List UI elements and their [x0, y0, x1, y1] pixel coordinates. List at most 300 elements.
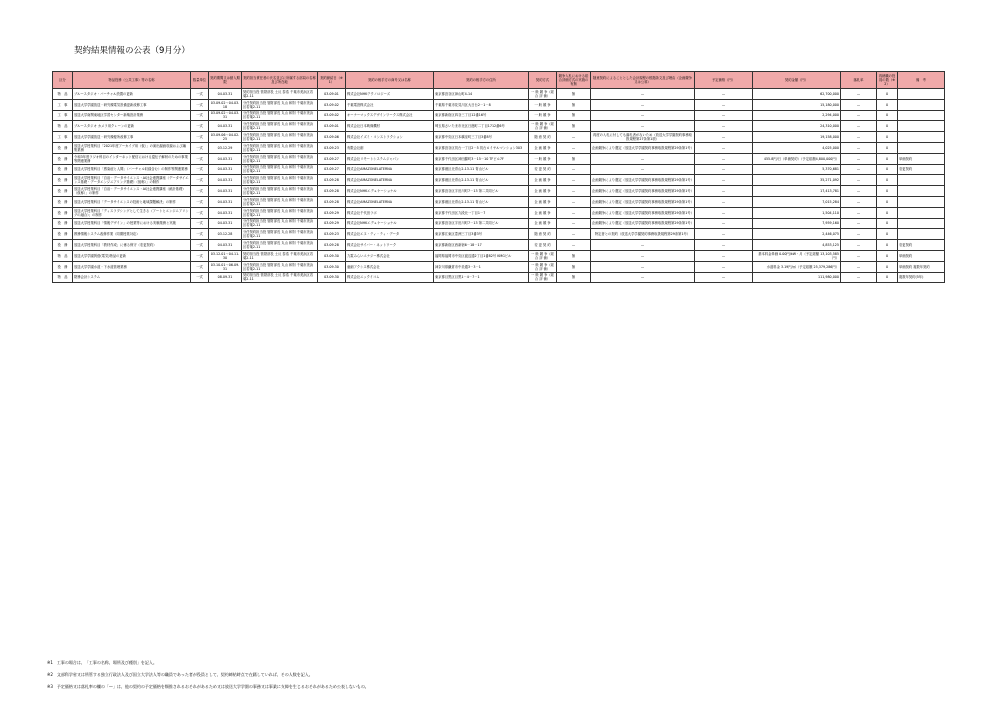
table-cell: 一式: [191, 240, 209, 251]
table-cell: 03.10.01～06.09.31: [209, 261, 242, 272]
table-row: [53, 132, 945, 143]
table-cell: 03.09.28: [318, 240, 346, 251]
table-cell: 一 般 競 争: [529, 99, 557, 110]
table-cell: —: [841, 175, 877, 186]
table-cell: 2,294,000: [753, 110, 841, 121]
table-cell: 役 務: [53, 196, 73, 207]
table-cell: 単価契約: [898, 250, 945, 261]
table-cell: 分任契約担当役 管財部長 丸山 和則 千葉市美浜区若葉2-11: [242, 99, 318, 110]
table-cell: 2,446,075: [753, 229, 841, 240]
table-cell: 企画競争により選定（放送大学学園契約事務取扱規程第29条第1号）: [591, 218, 695, 229]
table-cell: 一式: [191, 272, 209, 283]
table-cell: 無: [557, 89, 591, 100]
table-cell: 7,015,284: [753, 196, 841, 207]
table-cell: 0: [877, 132, 898, 143]
table-cell: [898, 110, 945, 121]
table-cell: 東京都中央区日本橋室町三丁目3番8号: [434, 132, 529, 143]
column-header: 契約の相手方の商号又は名称: [346, 72, 434, 89]
table-cell: 03.09.02: [318, 110, 346, 121]
table-cell: 03.09.06～04.02.25: [209, 132, 242, 143]
table-cell: 一 般 競 争（総 合 評 価）: [529, 261, 557, 272]
table-cell: 0: [877, 272, 898, 283]
table-cell: 5,370,681: [753, 164, 841, 175]
column-header: 契約担当責任者の氏名並びに所属する部局の名称及び所在地: [242, 72, 318, 89]
table-cell: 04.03.31: [209, 240, 242, 251]
table-cell: 株式会社イズミ・コンストラクション: [346, 132, 434, 143]
table-cell: —: [841, 196, 877, 207]
table-cell: 随 意 契 約: [529, 132, 557, 143]
table-cell: 役 務: [53, 218, 73, 229]
table-cell: 千葉県千葉市花見川区大日台2－1－8: [434, 99, 529, 110]
table-row: [53, 250, 945, 261]
table-cell: 分任契約担当役 管財部長 丸山 和則 千葉市美浜区若葉2-11: [242, 207, 318, 218]
table-cell: —: [695, 121, 753, 132]
table-cell: 放送大学学園水道・下水道管理業務: [73, 261, 191, 272]
table-cell: 一式: [191, 121, 209, 132]
table-cell: 111,980,000: [753, 272, 841, 283]
table-cell: 分任契約担当役 管財部長 丸山 和則 千葉市美浜区若葉2-11: [242, 175, 318, 186]
table-cell: 03.09.27: [318, 164, 346, 175]
column-header: 契約金額（円）: [753, 72, 841, 89]
column-header: 契約の相手方の住所: [434, 72, 529, 89]
table-row: [53, 272, 945, 283]
column-header: 随意契約によることとした会計規程の根拠条文及び理由（企画競争又は公募）: [591, 72, 695, 89]
table-cell: 一式: [191, 89, 209, 100]
table-cell: 無: [557, 272, 591, 283]
table-cell: —: [841, 153, 877, 164]
table-cell: 企画競争により選定（放送大学学園契約事務取扱規程第29条第1号）: [591, 207, 695, 218]
table-cell: —: [591, 164, 695, 175]
table-cell: 0: [877, 110, 898, 121]
table-cell: 株式会社AMAZONELATERNA: [346, 164, 434, 175]
table-cell: 分任契約担当役 管財部長 丸山 和則 千葉市美浜区若葉2-11: [242, 218, 318, 229]
table-cell: 0: [877, 218, 898, 229]
table-cell: 一式: [191, 164, 209, 175]
column-header: 契約期間又は納入期限: [209, 72, 242, 89]
table-cell: —: [591, 110, 695, 121]
footnotes: [47, 657, 369, 693]
table-cell: 物 品: [53, 89, 73, 100]
table-cell: 0: [877, 240, 898, 251]
table-cell: 変更契約: [898, 240, 945, 251]
table-cell: 一式: [191, 142, 209, 153]
table-cell: 企画競争により選定（放送大学学園契約事務取扱規程第29条第1号）: [591, 196, 695, 207]
table-cell: [898, 196, 945, 207]
table-cell: —: [557, 218, 591, 229]
table-cell: 企画競争により選定（放送大学学園契約事務取扱規程第29条第1号）: [591, 142, 695, 153]
table-cell: —: [591, 250, 695, 261]
table-cell: 無: [557, 250, 591, 261]
table-cell: 企 画 競 争: [529, 207, 557, 218]
table-cell: 03.09.23: [318, 229, 346, 240]
table-cell: —: [695, 175, 753, 186]
table-cell: [898, 218, 945, 229]
table-cell: 一式: [191, 175, 209, 186]
table-cell: —: [695, 196, 753, 207]
table-cell: 0: [877, 99, 898, 110]
table-cell: 役 務: [53, 229, 73, 240]
table-body: [53, 89, 945, 283]
table-cell: 神奈川県鎌倉市中央通3－3－1: [434, 261, 529, 272]
table-cell: 08.09.31: [209, 272, 242, 283]
table-cell: 03.09.30: [318, 272, 346, 283]
table-cell: 東京都渋谷区宇田川町7－13 第二共同ビル: [434, 218, 529, 229]
table-cell: 役 務: [53, 175, 73, 186]
table-cell: 一式: [191, 218, 209, 229]
table-cell: —: [695, 250, 753, 261]
table-cell: —: [841, 121, 877, 132]
table-cell: 放送大学授業科目「感染症と人間」（バーチャル収録含む）の制作等関連業務: [73, 164, 191, 175]
table-cell: 04.03.31: [209, 207, 242, 218]
table-cell: 03.09.29: [318, 207, 346, 218]
table-cell: 放送大学授業科目「2021年度アーカイブ用（仮）」の演出録画収録および編集業務: [73, 142, 191, 153]
table-cell: 一式: [191, 207, 209, 218]
table-cell: 24,310,000: [753, 121, 841, 132]
table-cell: 一式: [191, 132, 209, 143]
table-cell: —: [591, 240, 695, 251]
table-cell: —: [591, 99, 695, 110]
table-cell: —: [695, 142, 753, 153]
table-row: [53, 89, 945, 100]
table-cell: 一 般 競 争: [529, 110, 557, 121]
table-cell: 東京都江東区豊洲三丁目3番3号: [434, 229, 529, 240]
table-cell: 03.09.02～04.03.31: [209, 110, 242, 121]
table-cell: 物 品: [53, 272, 73, 283]
table-row: [53, 153, 945, 164]
table-cell: 随 意 契 約: [529, 229, 557, 240]
table-cell: 株式会社サイバー・ネットワーク: [346, 240, 434, 251]
table-cell: —: [841, 272, 877, 283]
table-cell: —: [557, 142, 591, 153]
table-row: [53, 229, 945, 240]
table-cell: 企 画 競 争: [529, 218, 557, 229]
table-cell: 一式: [191, 229, 209, 240]
table-cell: 03.09.02: [318, 99, 346, 110]
table-cell: —: [557, 207, 591, 218]
table-cell: 東京都新宿区四谷三丁目12番16号: [434, 110, 529, 121]
table-cell: 東京都新宿区西新宿6－18－17: [434, 240, 529, 251]
table-cell: —: [695, 110, 753, 121]
table-cell: 物 品: [53, 250, 73, 261]
table-cell: 放送大学授業科目「ディスラプシングとして生きる（アートとエンジニアリングの融合）」の制作: [74, 208, 189, 217]
table-cell: —: [841, 99, 877, 110]
table-row: [53, 121, 945, 132]
table-cell: 株式会社AMAZONELATERNA: [346, 196, 434, 207]
table-cell: —: [841, 250, 877, 261]
table-cell: 放送大学授業科目「自治・データサイエンス・AI社会連携講座（データサイエンス基礎・データエンジニアリング基礎）（仮称）」の制作: [74, 176, 189, 185]
table-cell: —: [591, 121, 695, 132]
table-cell: 0: [877, 142, 898, 153]
table-cell: 分任契約担当役 管財部長 丸山 和則 千葉市美浜区若葉2-11: [242, 196, 318, 207]
table-cell: 工 事: [53, 110, 73, 121]
table-cell: 企画競争により選定（放送大学学園契約事務取扱規程第29条第1号）: [591, 175, 695, 186]
table-cell: —: [557, 175, 591, 186]
table-cell: —: [695, 229, 753, 240]
table-cell: —: [841, 164, 877, 175]
table-cell: 無: [557, 153, 591, 164]
table-cell: —: [841, 89, 877, 100]
table-cell: 企 画 競 争: [529, 175, 557, 186]
table-cell: 一 般 競 争（総 合 評 価）: [529, 250, 557, 261]
table-cell: 04.03.31: [209, 121, 242, 132]
table-cell: 役 務: [53, 240, 73, 251]
table-cell: 令和3年度ラジオ科目のインターネット配信における遺伝子解析のための事業等関連業務: [73, 153, 191, 164]
table-row: [53, 99, 945, 110]
table-cell: 放送大学授業科目「情報デザイン」の授業等における実験業務と実施: [73, 218, 191, 229]
table-cell: 03.09.28: [318, 175, 346, 186]
table-cell: 一式: [191, 99, 209, 110]
table-cell: 0: [877, 164, 898, 175]
table-cell: 役 務: [53, 186, 73, 197]
table-cell: 一式: [191, 186, 209, 197]
table-cell: 03.09.29: [318, 218, 346, 229]
table-cell: 分任契約担当役 管財部長 丸山 和則 千葉市美浜区若葉2-11: [242, 153, 318, 164]
table-cell: 放送大学授業科目「教材作成」に係る保守（変更契約）: [73, 240, 191, 251]
table-cell: 分任契約担当役 管財部長 丸山 和則 千葉市美浜区若葉2-11: [242, 229, 318, 240]
table-cell: —: [695, 99, 753, 110]
table-cell: —: [841, 240, 877, 251]
table-row: [53, 261, 945, 272]
table-cell: 無: [557, 110, 591, 121]
page-title: 契約結果情報の公表（9月分）: [74, 46, 190, 56]
table-cell: [898, 207, 945, 218]
table-cell: —: [841, 186, 877, 197]
table-cell: 1,504,110: [753, 207, 841, 218]
table-cell: 契約担当役 管財部長 土反 泰浩 千葉市美浜区若葉2-11: [242, 89, 318, 100]
column-header: 物品役務（公共工事）等の名称: [73, 72, 191, 89]
table-row: [53, 142, 945, 153]
table-cell: 分任契約担当役 管財部長 丸山 和則 千葉市美浜区若葉2-11: [242, 240, 318, 251]
table-cell: 04.03.31: [209, 196, 242, 207]
table-cell: 35,271,092: [753, 175, 841, 186]
table-cell: 無: [557, 261, 591, 272]
table-row: [53, 218, 945, 229]
table-cell: 62,700,000: [753, 89, 841, 100]
table-cell: 04.03.31: [209, 89, 242, 100]
table-row: [53, 186, 945, 197]
table-cell: 株式会社NHKエデュケーショナル: [346, 186, 434, 197]
table-cell: 放送大学授業科目「データサイエンスの技術と地域課題解決」の制作: [73, 196, 191, 207]
table-cell: 株式会社ニックイコム: [346, 272, 434, 283]
table-cell: —: [557, 186, 591, 197]
table-cell: 一 般 競 争: [529, 153, 557, 164]
column-header: 備 考: [898, 72, 945, 89]
table-cell: —: [695, 261, 753, 272]
table-cell: —: [841, 110, 877, 121]
table-cell: 福岡県福岡市中央区渡辺通2丁目1番82号 KMGビル: [434, 250, 529, 261]
table-cell: 無: [557, 121, 591, 132]
table-cell: 放送大学南関東地区学習センター新築設計業務: [73, 110, 191, 121]
table-cell: —: [695, 132, 753, 143]
table-cell: 有限会社創: [346, 142, 434, 153]
table-cell: —: [841, 132, 877, 143]
table-cell: 株式会社日本映像機材: [346, 121, 434, 132]
table-cell: 単価契約: [898, 153, 945, 164]
table-cell: —: [695, 186, 753, 197]
table-cell: 株式会社エヌ・ティ・ティ・データ: [346, 229, 434, 240]
table-cell: 04.03.31: [209, 164, 242, 175]
table-cell: 基本料金単価 0.00円/kW・月（予定総額 13,103,585円）: [753, 250, 841, 261]
table-cell: 03.09.28: [318, 196, 346, 207]
table-cell: —: [591, 153, 695, 164]
footnote: ※2 文部科学省又は所管する独立行政法人及び国立大学法人等の職員であった者が役員として、契約締結時点で在籍していれば、その人数を記入。: [47, 672, 313, 677]
table-cell: 東京都目黒区目黒1－4－7－1: [434, 272, 529, 283]
table-cell: —: [695, 240, 753, 251]
column-header: 契約方式: [529, 72, 557, 89]
table-cell: 03.09.06: [318, 132, 346, 143]
table-cell: 03.09.23: [318, 142, 346, 153]
table-cell: —: [557, 229, 591, 240]
table-row: [53, 207, 945, 218]
table-cell: 04.03.31: [209, 153, 242, 164]
table-cell: 455.8円/日（単価契約）（予定総額4,800,000円）: [753, 153, 841, 164]
table-cell: 工 事: [53, 99, 73, 110]
table-cell: 一式: [191, 153, 209, 164]
table-cell: 0: [877, 121, 898, 132]
table-cell: [898, 175, 945, 186]
column-header: 契約締結日（※1）: [318, 72, 346, 89]
table-cell: 放送大学学園賃借(電気)物品の更新: [73, 250, 191, 261]
table-cell: [898, 89, 945, 100]
table-cell: 04.03.31: [209, 218, 242, 229]
table-cell: 分任契約担当役 管財部長 丸山 和則 千葉市美浜区若葉2-11: [242, 132, 318, 143]
table-cell: [898, 142, 945, 153]
table-cell: —: [841, 218, 877, 229]
table-cell: —: [695, 153, 753, 164]
table-cell: ブルースタジオ カメラ用クレーンの更新: [73, 121, 191, 132]
table-cell: 企 画 競 争: [529, 196, 557, 207]
table-cell: 0: [877, 250, 898, 261]
table-cell: —: [695, 207, 753, 218]
table-cell: オーナーマックスデザインワークス株式会社: [346, 110, 434, 121]
footnote: ※1 工事の場合は、「工事の名称、場所及び種別」を記入。: [47, 660, 157, 665]
table-cell: 03.09.28: [318, 186, 346, 197]
table-cell: 教務情報システム改修作業（同期授業対応）: [73, 229, 191, 240]
column-header: 再就職の役員の数（※2）: [877, 72, 898, 89]
table-cell: —: [557, 196, 591, 207]
table-cell: 03.09.02～04.03.18: [209, 99, 242, 110]
column-header: 数量単位: [191, 72, 209, 89]
table-cell: 03.12.28: [209, 229, 242, 240]
table-cell: [898, 186, 945, 197]
table-cell: 0: [877, 186, 898, 197]
table-cell: 一 般 競 争（総 合 評 価）: [529, 89, 557, 100]
table-cell: 株式会社AMAZONELATERNA: [346, 175, 434, 186]
table-cell: 役 務: [53, 142, 73, 153]
table-cell: 分任契約担当役 管財部長 丸山 和則 千葉市美浜区若葉2-11: [242, 261, 318, 272]
table-cell: 03.09.27: [318, 153, 346, 164]
table-cell: 東京都千代田区九段北一丁目1－7: [434, 207, 529, 218]
table-header-row: [53, 72, 945, 89]
table-cell: 変更契約: [898, 164, 945, 175]
table-cell: —: [557, 240, 591, 251]
table-cell: 東京都千代田区神田錦町3－15－10 TFビル7F: [434, 153, 529, 164]
table-cell: 東京都港区北青山2-13-11 青山ビル: [434, 164, 529, 175]
table-cell: 分任契約担当役 管財部長 丸山 和則 千葉市美浜区若葉2-11: [242, 142, 318, 153]
table-cell: 一式: [191, 250, 209, 261]
table-cell: 7,959,160: [753, 218, 841, 229]
column-header: 競争入札における総合評価方式の実施の有無: [557, 72, 591, 89]
table-cell: 契約担当役 管財部長 土反 泰浩 千葉市美浜区若葉2-11: [242, 250, 318, 261]
table-cell: 0: [877, 207, 898, 218]
table-row: [53, 196, 945, 207]
table-cell: 0: [877, 196, 898, 207]
table-cell: 役 務: [53, 153, 73, 164]
table-cell: 一式: [191, 261, 209, 272]
table-cell: 03.09.30: [318, 250, 346, 261]
table-cell: 株式会社千代田ラボ: [346, 207, 434, 218]
table-row: [53, 175, 945, 186]
table-cell: 東京都渋谷区神山町4-14: [434, 89, 529, 100]
table-cell: —: [695, 89, 753, 100]
table-cell: [898, 121, 945, 132]
table-cell: 役 務: [53, 164, 73, 175]
table-cell: 再度の入札に付しても落札者がないため（放送大学学園契約事務取扱規程第27条第1項）: [591, 132, 695, 143]
table-cell: 分任契約担当役 管財部長 丸山 和則 千葉市美浜区若葉2-11: [242, 164, 318, 175]
table-cell: 放送大学学園放送・研究棟電気設備更新改修工事: [73, 99, 191, 110]
column-header: 予定価格（円）: [695, 72, 753, 89]
table-cell: 03.09.30: [318, 261, 346, 272]
table-cell: [898, 229, 945, 240]
table-cell: —: [695, 164, 753, 175]
table-cell: 株式会社リモートシステムジャパン: [346, 153, 434, 164]
table-row: [53, 110, 945, 121]
table-cell: 物 品: [53, 121, 73, 132]
table-cell: 東京都渋谷区初台一丁目2－5 初台ロイヤルマンション303: [434, 142, 529, 153]
table-cell: 04.03.31: [209, 175, 242, 186]
table-cell: 17,413,781: [753, 186, 841, 197]
table-cell: 0: [877, 229, 898, 240]
table-row: [53, 240, 945, 251]
table-cell: —: [841, 261, 877, 272]
table-cell: 03.09.01: [318, 121, 346, 132]
table-cell: 15,180,000: [753, 99, 841, 110]
table-cell: —: [841, 229, 877, 240]
table-cell: 契約担当役 管財部長 土反 泰浩 千葉市美浜区若葉2-11: [242, 272, 318, 283]
table-cell: 03.12.29: [209, 142, 242, 153]
table-cell: —: [841, 207, 877, 218]
table-cell: 水道料金 3.19円/㎥（予定総額 25,379,286円）: [753, 261, 841, 272]
table-cell: 変 更 契 約: [529, 164, 557, 175]
contract-results-table: [52, 71, 945, 283]
table-cell: —: [591, 261, 695, 272]
table-cell: —: [841, 142, 877, 153]
table-cell: ブルースタジオ・バーチャル設置の更新: [73, 89, 191, 100]
table-cell: 03.09.01: [318, 89, 346, 100]
table-cell: 4,853,125: [753, 240, 841, 251]
table-cell: 放送大学学園放送・研究棟便所改修工事: [73, 132, 191, 143]
table-cell: 複数年契約(5年): [898, 272, 945, 283]
table-cell: 東京都港区北青山2-13-11 青山ビル: [434, 175, 529, 186]
table-cell: 一式: [191, 110, 209, 121]
table-cell: —: [591, 272, 695, 283]
table-cell: 亜細アクシス株式会社: [346, 261, 434, 272]
table-cell: 変 更 契 約: [529, 240, 557, 251]
table-cell: 03.12.01～04.11.30: [209, 250, 242, 261]
table-cell: —: [557, 164, 591, 175]
table-cell: 一式: [191, 196, 209, 207]
table-cell: 放送大学授業科目「自治・データサイエンス・AI社会連携講座（統計基礎）（仮称）」の制作: [73, 186, 191, 197]
table-cell: 分任契約担当役 管財部長 丸山 和則 千葉市美浜区若葉2-11: [242, 121, 318, 132]
table-cell: 分任契約担当役 管財部長 丸山 和則 千葉市美浜区若葉2-11: [242, 110, 318, 121]
table-cell: —: [591, 89, 695, 100]
table-cell: 株式会社NHKテクノロジーズ: [346, 89, 434, 100]
table-cell: 0: [877, 89, 898, 100]
table-cell: 分任契約担当役 管財部長 丸山 和則 千葉市美浜区若葉2-11: [242, 186, 318, 197]
table-cell: 工 事: [53, 132, 73, 143]
table-cell: 企 画 競 争: [529, 142, 557, 153]
table-cell: 0: [877, 261, 898, 272]
